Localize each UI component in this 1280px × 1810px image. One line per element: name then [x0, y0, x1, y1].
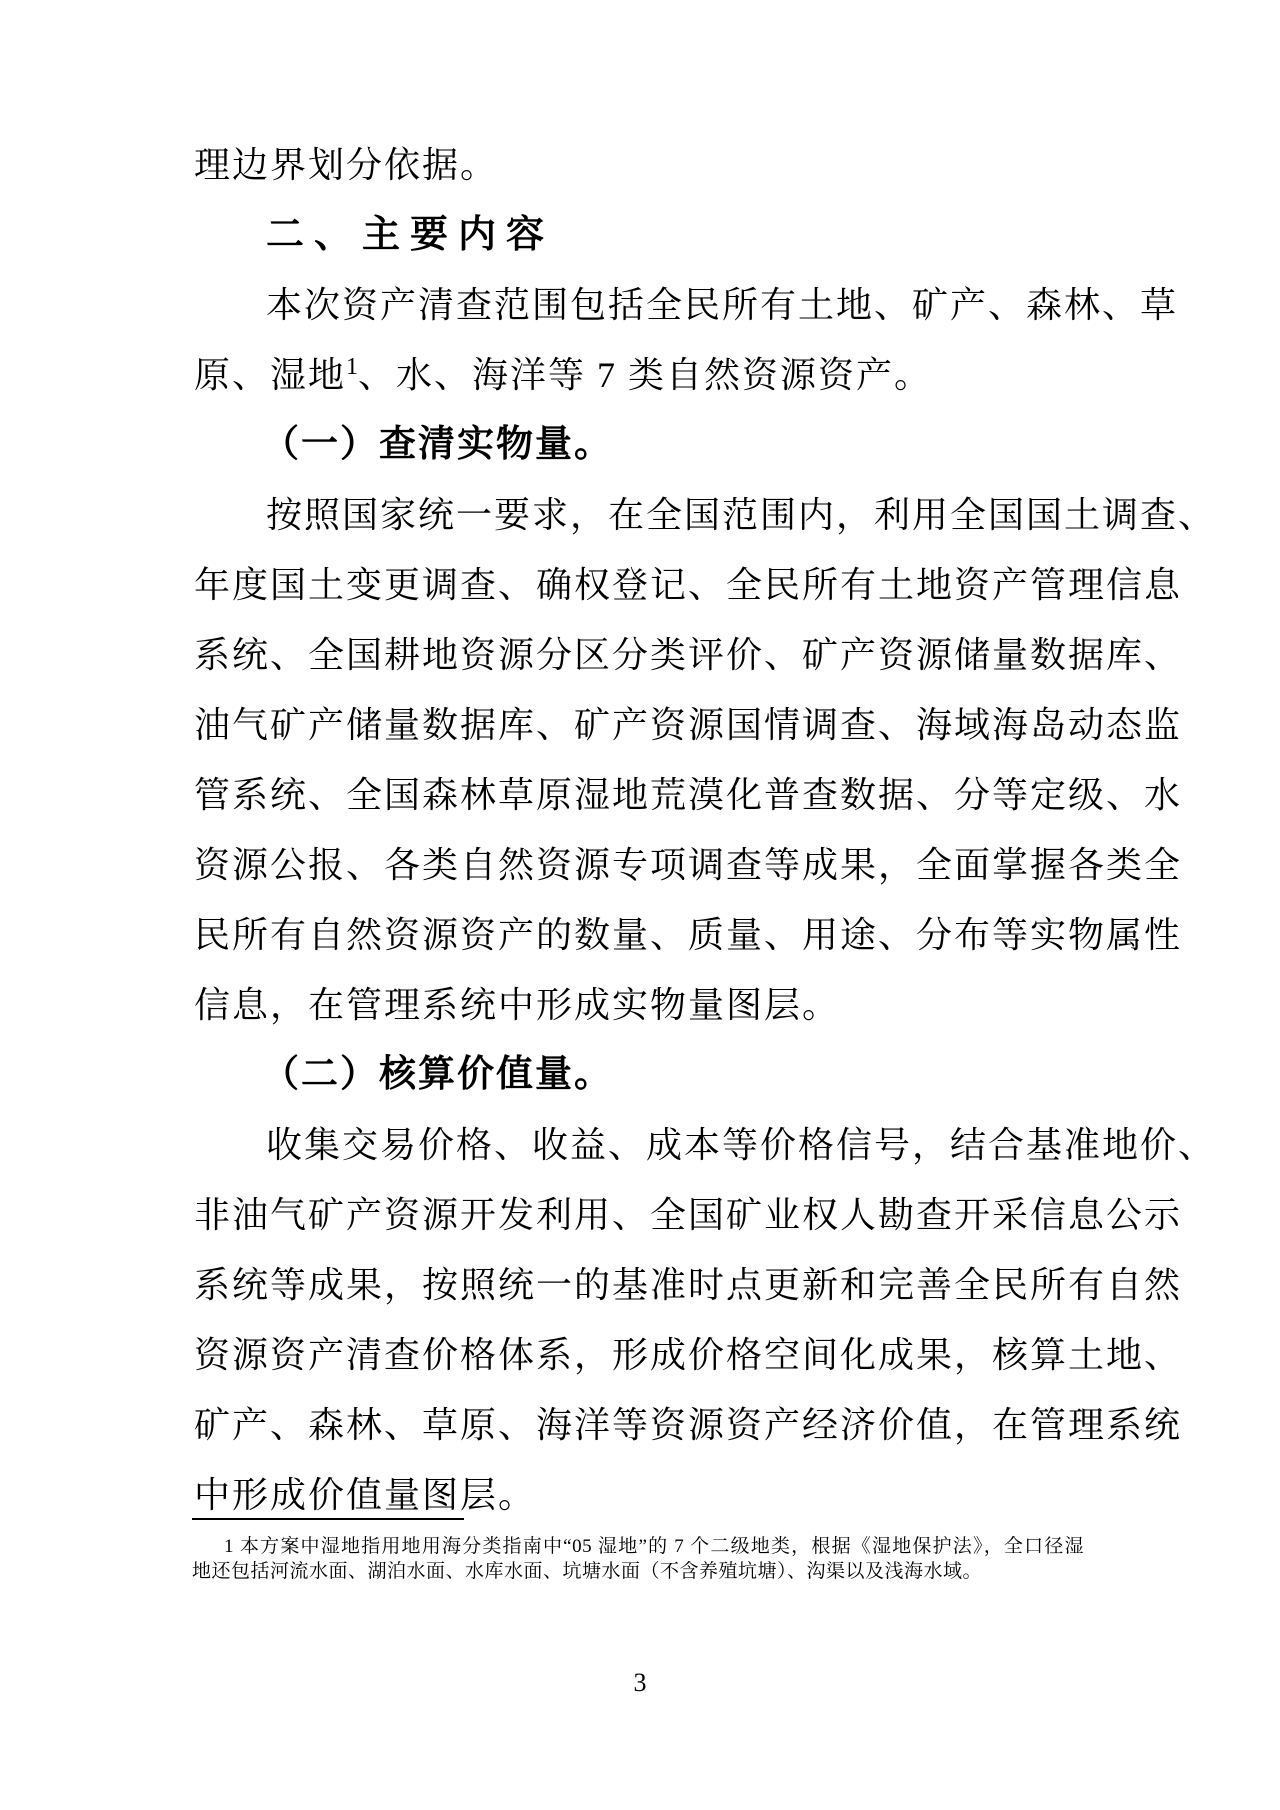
- text-line: 理边界划分依据。: [194, 145, 499, 185]
- text-line: [194, 340, 1084, 410]
- section-heading-sub: （二）核算价值量。: [262, 1054, 613, 1095]
- footnote-reference: 1: [346, 354, 359, 380]
- text-line: 年度国土变更调查、确权登记、全民所有土地资产管理信息: [194, 565, 1183, 605]
- text-line: 资源公报、各类自然资源专项调查等成果，全面掌握各类全: [194, 845, 1183, 885]
- section-heading-sub: （一）查清实物量。: [262, 424, 613, 465]
- text-line: 收集交易价格、收益、成本等价格信号，结合基准地价、: [266, 1125, 1217, 1165]
- text-line: 按照国家统一要求，在全国范围内，利用全国国土调查、: [266, 495, 1217, 535]
- text-line: 资源资产清查价格体系，形成价格空间化成果，核算土地、: [194, 1335, 1183, 1375]
- text-segment: 、水、海洋等 7 类自然资源资产。: [358, 355, 933, 395]
- footnote-line: 1 本方案中湿地指用地用海分类指南中“05 湿地”的 7 个二级地类，根据《湿地保护法》，全口径湿: [224, 1536, 1084, 1557]
- text-line: 油气矿产储量数据库、矿产资源国情调查、海域海岛动态监: [194, 705, 1183, 745]
- text-line: 非油气矿产资源开发利用、全国矿业权人勘查开采信息公示: [194, 1195, 1183, 1235]
- text-line: 系统、全国耕地资源分区分类评价、矿产资源储量数据库、: [194, 635, 1183, 675]
- text-line: 矿产、森林、草原、海洋等资源资产经济价值，在管理系统: [194, 1405, 1183, 1445]
- text-segment: 原、湿地: [194, 355, 347, 395]
- footnote-separator-line: [192, 1518, 464, 1520]
- page-number: 3: [633, 1668, 647, 1697]
- footnote-area: [192, 1518, 1084, 1584]
- footnote-line: 地还包括河流水面、湖泊水面、水库水面、坑塘水面（不含养殖坑塘）、沟渠以及浅海水域。: [192, 1561, 983, 1582]
- text-line: 中形成价值量图层。: [194, 1475, 537, 1515]
- footnote-lines: [192, 1534, 1084, 1584]
- text-block: [194, 130, 1217, 1530]
- text-line: 民所有自然资源资产的数量、质量、用途、分布等实物属性: [194, 915, 1183, 955]
- section-heading-main: 二、主要内容: [266, 214, 555, 256]
- text-line: 管系统、全国森林草原湿地荒漠化普查数据、分等定级、水: [194, 775, 1183, 815]
- text-line: 系统等成果，按照统一的基准时点更新和完善全民所有自然: [194, 1265, 1183, 1305]
- text-line: 信息，在管理系统中形成实物量图层。: [194, 985, 841, 1025]
- text-line: 本次资产清查范围包括全民所有土地、矿产、森林、草: [266, 285, 1179, 325]
